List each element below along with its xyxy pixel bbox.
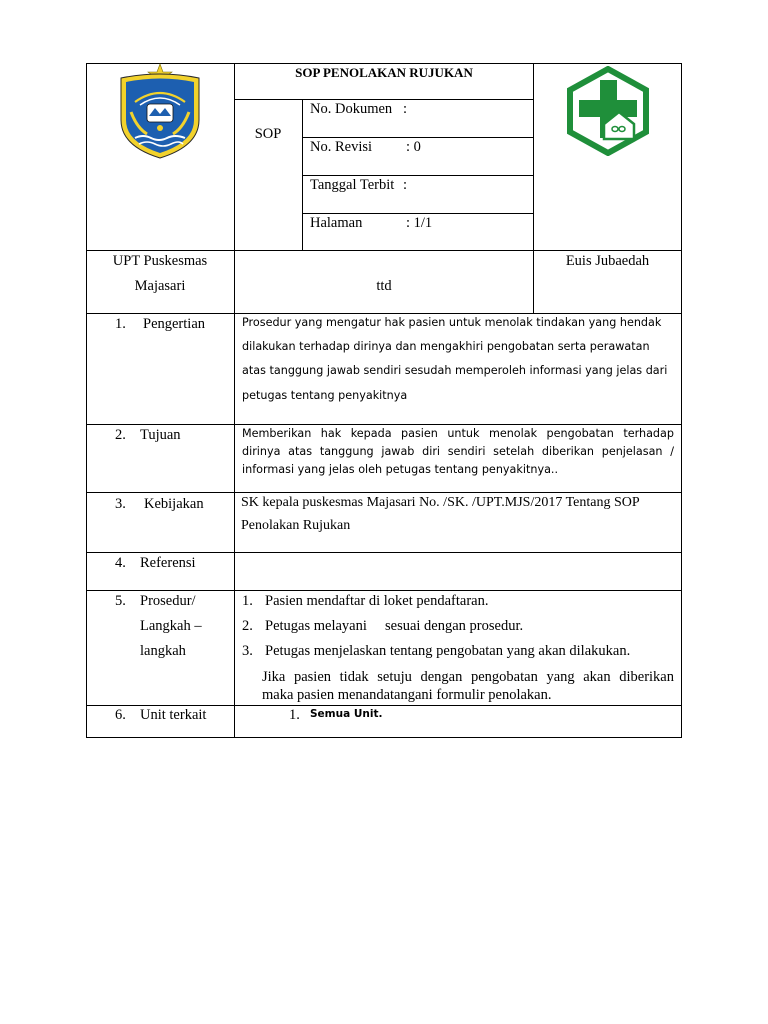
tujuan-text-line-1: Memberikan hak kepada pasien untuk menolak pengobatan terhadap (242, 427, 674, 440)
page-value: : 1/1 (406, 215, 433, 231)
kebijakan-text-line-1: SK kepala puskesmas Majasari No. /SK. /UPT.MJS/2017 Tentang SOP (241, 495, 640, 510)
step-1-text: Pasien mendaftar di loket pendaftaran. (265, 593, 489, 609)
tujuan-text-line-3: informasi yang jelas oleh petugas tentang penyakitnya.. (242, 463, 559, 476)
prosedur-label-line-3: langkah (140, 643, 186, 659)
kebijakan-label: Kebijakan (144, 496, 204, 512)
signer-name: Euis Jubaedah (565, 253, 650, 269)
kebijakan-number: 3. (115, 496, 126, 512)
regency-coat-of-arms-logo (113, 62, 207, 162)
referensi-number: 4. (115, 555, 126, 571)
kebijakan-text-line-2: Penolakan Rujukan (241, 518, 351, 533)
table-border-bottom (86, 737, 682, 738)
step-1-number: 1. (242, 593, 253, 609)
prosedur-label-line-2: Langkah – (140, 618, 202, 634)
tujuan-number: 2. (115, 427, 126, 443)
issue-date-label: Tanggal Terbit (310, 177, 395, 193)
signature-ttd: ttd (376, 278, 392, 294)
org-name-line-1: UPT Puskesmas (112, 253, 208, 269)
referensi-label: Referensi (140, 555, 196, 571)
kebijakan-row-bottom (86, 552, 682, 553)
step-2-text: Petugas melayani sesuai dengan prosedur. (265, 618, 524, 634)
unit-terkait-label: Unit terkait (140, 707, 207, 723)
header-bottom (86, 250, 682, 251)
pengertian-text-line-4: petugas tentang penyakitnya (242, 389, 408, 402)
referensi-row-bottom (86, 590, 682, 591)
unit-terkait-number: 6. (115, 707, 126, 723)
table-border-right (681, 63, 682, 738)
pengertian-text-line-1: Prosedur yang mengatur hak pasien untuk menolak tindakan yang hendak (242, 316, 662, 329)
tujuan-row-bottom (86, 492, 682, 493)
org-name-line-2: Majasari (134, 278, 186, 294)
doc-number-label: No. Dokumen (310, 101, 393, 117)
document-title: SOP PENOLAKAN RUJUKAN (295, 65, 473, 80)
unit-terkait-item-number: 1. (289, 707, 300, 723)
tujuan-text-line-2: dirinya atas tanggung jawab diri sendiri setelah diberikan penjelasan / (242, 445, 674, 458)
issue-date-value: : (403, 177, 408, 193)
prosedur-number: 5. (115, 593, 126, 609)
tujuan-label: Tujuan (140, 427, 181, 443)
table-border-left (86, 63, 87, 738)
prosedur-note-line-1: Jika pasien tidak setuju dengan pengobatan yang akan diberikan (262, 669, 674, 685)
doc-number-value: : (403, 101, 408, 117)
step-3-text: Petugas menjelaskan tentang pengobatan yang akan dilakukan. (265, 643, 631, 659)
revision-label: No. Revisi (310, 139, 373, 155)
prosedur-label-line-1: Prosedur/ (140, 593, 196, 609)
step-2-number: 2. (242, 618, 253, 634)
step-3-number: 3. (242, 643, 253, 659)
pengertian-label: Pengertian (143, 316, 206, 332)
revision-value: : 0 (406, 139, 421, 155)
pengertian-row-bottom (86, 424, 682, 425)
signature-row-bottom (86, 313, 682, 314)
pengertian-text-line-2: dilakukan terhadap dirinya dan mengakhiri pengobatan serta perawatan (242, 340, 650, 353)
sop-label: SOP (254, 126, 282, 142)
logo-column-divider (533, 63, 534, 313)
label-column-divider (234, 63, 235, 738)
puskesmas-green-cross-logo (563, 66, 653, 156)
pengertian-number: 1. (115, 316, 126, 332)
prosedur-note-line-2: maka pasien menandatangani formulir penolakan. (262, 687, 552, 703)
page-label: Halaman (310, 215, 363, 231)
unit-terkait-item-text: Semua Unit. (310, 708, 383, 720)
pengertian-text-line-3: atas tanggung jawab sendiri sesudah memperoleh informasi yang jelas dari (242, 364, 668, 377)
